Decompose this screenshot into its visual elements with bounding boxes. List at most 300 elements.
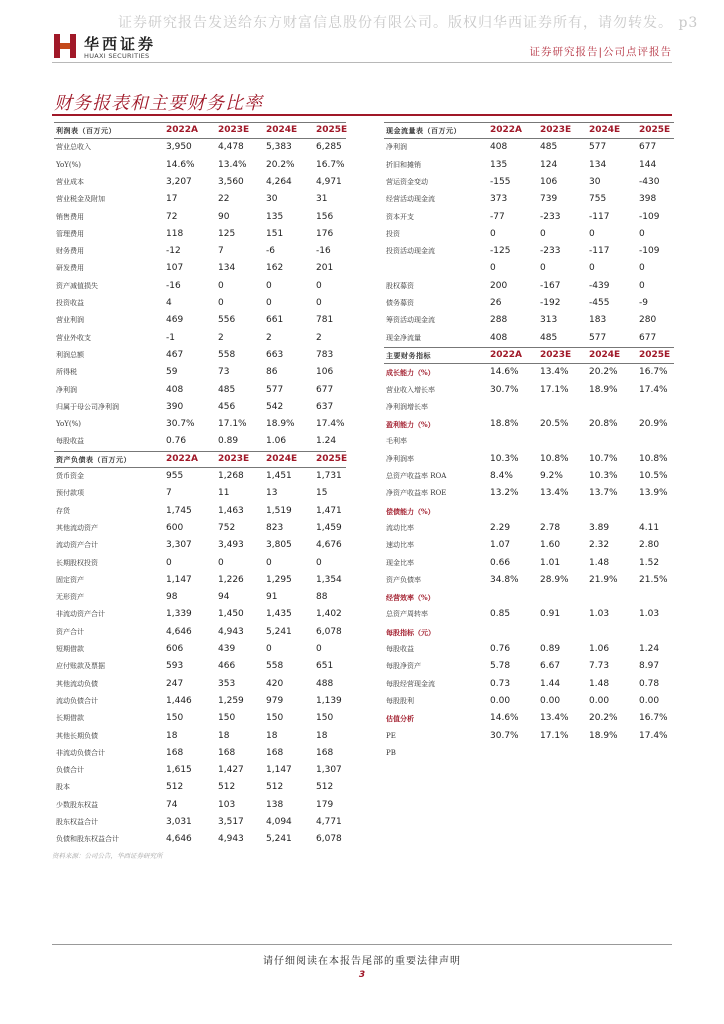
cell-value: 21.5%: [639, 574, 668, 585]
row-label: 资本开支: [386, 212, 414, 221]
cell-value: -16: [166, 280, 181, 291]
row-label: 所得税: [56, 368, 77, 377]
cell-value: 4,478: [218, 142, 244, 153]
cell-value: 663: [266, 349, 284, 360]
cell-value: 439: [218, 644, 236, 654]
table-header-row: [384, 347, 674, 364]
cell-value: 0: [218, 557, 224, 568]
row-label: 每股收益: [56, 437, 84, 446]
row-label: 货币资金: [56, 472, 84, 480]
cell-value: 17.4%: [639, 730, 668, 741]
year-header: 2023E: [218, 453, 250, 464]
cell-value: 1,339: [166, 609, 192, 620]
cell-value: 2.29: [490, 522, 511, 533]
row-label: 流动负债合计: [56, 696, 98, 705]
cell-value: 4,676: [316, 540, 342, 551]
table-row: [54, 814, 346, 831]
cell-value: 13.4%: [540, 367, 569, 378]
cell-value: 0: [639, 228, 645, 239]
table-row: [384, 641, 674, 658]
cell-value: 3,517: [218, 817, 244, 827]
table-row: [54, 174, 346, 191]
cell-value: 0: [266, 557, 272, 568]
cell-value: 2: [266, 332, 272, 343]
table-row: [384, 312, 674, 329]
cell-value: 0.76: [490, 644, 511, 654]
table-row: [54, 485, 346, 502]
table-row: [384, 226, 674, 243]
cell-value: 31: [316, 194, 328, 205]
cell-value: 979: [266, 695, 284, 706]
cell-value: 10.8%: [639, 453, 668, 464]
cell-value: 466: [218, 661, 236, 672]
cell-value: 4,771: [316, 817, 342, 827]
cell-value: 0: [490, 228, 496, 239]
cell-value: 30: [589, 176, 601, 187]
cell-value: 3,493: [218, 540, 244, 551]
row-label: 总资产收益率 ROA: [386, 472, 447, 480]
cell-value: 134: [218, 263, 236, 274]
cell-value: -192: [540, 298, 561, 308]
cell-value: 558: [218, 349, 236, 360]
cell-value: 150: [218, 713, 236, 724]
footer-disclaimer: 请仔细阅读在本报告尾部的重要法律声明: [263, 956, 461, 967]
source-note: 资料来源：公司公告，华西证券研究所: [52, 852, 163, 860]
row-label: 其他长期负债: [56, 731, 98, 740]
cell-value: 577: [266, 384, 284, 395]
cell-value: 1,295: [266, 574, 292, 585]
cell-value: 176: [316, 228, 334, 239]
table-subheader-row: [384, 624, 674, 641]
table-row: [54, 710, 346, 727]
cell-value: 1,463: [218, 505, 244, 516]
table-row: [384, 330, 674, 347]
cell-value: -9: [639, 298, 648, 308]
table-row: [384, 243, 674, 260]
row-label: 负债合计: [56, 766, 84, 775]
cell-value: 30.7%: [490, 384, 519, 395]
table-row: [54, 364, 346, 381]
row-label: 经营效率（%）: [386, 593, 435, 603]
row-label: YoY(%): [56, 160, 81, 169]
cell-value: 18.9%: [589, 384, 618, 395]
cell-value: 10.3%: [589, 471, 618, 481]
cell-value: 30: [266, 194, 278, 205]
cell-value: -155: [490, 176, 511, 187]
cell-value: 6,078: [316, 626, 342, 637]
table-row: [384, 139, 674, 156]
watermark: 证券研究报告发送给东方财富信息股份有限公司。版权归华西证券所有，请勿转发。 p3: [118, 15, 699, 31]
cell-value: 420: [266, 678, 284, 689]
year-header: 2025E: [316, 125, 348, 135]
cell-value: 4.11: [639, 522, 660, 533]
cell-value: 408: [166, 384, 184, 395]
cell-value: 512: [218, 782, 236, 793]
cell-value: 5,383: [266, 142, 292, 153]
cell-value: 8.97: [639, 661, 660, 672]
cell-value: 201: [316, 263, 334, 274]
cell-value: 1.01: [540, 557, 561, 568]
cell-value: 0: [218, 298, 224, 308]
table-row: [384, 555, 674, 572]
cell-value: 0: [218, 280, 224, 291]
row-label: 营业成本: [56, 177, 84, 186]
cell-value: 72: [166, 211, 178, 222]
cell-value: 150: [166, 713, 184, 724]
row-label: 营运资金变动: [386, 177, 428, 186]
cell-value: 4,094: [266, 817, 292, 827]
table-title: 利润表（百万元）: [56, 126, 116, 135]
year-header: 2024E: [266, 125, 298, 135]
cell-value: -77: [490, 211, 505, 222]
row-label: 净利润: [56, 385, 77, 394]
table-row: [54, 433, 346, 450]
table-row: [384, 399, 674, 416]
table-row: [54, 762, 346, 779]
cell-value: 353: [218, 678, 236, 689]
cell-value: 2: [316, 332, 322, 343]
table-row: [54, 468, 346, 485]
cell-value: 1.48: [589, 678, 610, 689]
cell-value: -439: [589, 280, 610, 291]
cell-value: 106: [316, 367, 334, 378]
cell-value: 556: [218, 315, 236, 326]
cell-value: 739: [540, 194, 558, 205]
table-row: [54, 312, 346, 329]
cell-value: 0.00: [490, 695, 511, 706]
cell-value: 0: [266, 644, 272, 654]
cell-value: 606: [166, 644, 184, 654]
table-row: [384, 191, 674, 208]
cell-value: 98: [166, 592, 178, 603]
row-label: 盈利能力（%）: [386, 420, 435, 430]
row-label: 现金比率: [386, 558, 414, 567]
row-label: 预付款项: [56, 489, 84, 498]
row-label: 折旧和摊销: [386, 160, 421, 169]
header-divider: [52, 62, 672, 63]
cell-value: 1,731: [316, 471, 342, 481]
row-label: 资产减值损失: [56, 281, 98, 290]
cell-value: 1,615: [166, 765, 192, 776]
cell-value: 752: [218, 522, 236, 533]
cell-value: 4,646: [166, 626, 192, 637]
cell-value: -109: [639, 211, 660, 222]
cell-value: 781: [316, 315, 334, 326]
table-row: [54, 139, 346, 156]
cell-value: -233: [540, 211, 561, 222]
row-label: 投资收益: [56, 299, 84, 307]
table-row: [54, 658, 346, 675]
table-subheader-row: [384, 416, 674, 433]
cell-value: 7: [218, 246, 224, 257]
huaxi-logo-icon: [54, 34, 76, 58]
row-label: 管理费用: [56, 229, 84, 238]
row-label: 长期借款: [56, 714, 84, 723]
row-label: PE: [386, 731, 396, 740]
cell-value: 124: [540, 159, 558, 170]
cell-value: 1.24: [316, 436, 337, 447]
row-label: 销售费用: [56, 212, 84, 221]
cell-value: 1,446: [166, 695, 192, 706]
cell-value: 20.8%: [589, 419, 618, 430]
cell-value: 18.9%: [589, 730, 618, 741]
cell-value: 14.6%: [166, 159, 195, 170]
table-title: 主要财务指标: [386, 350, 431, 360]
table-row: [54, 555, 346, 572]
cell-value: 488: [316, 678, 334, 689]
brand-name: 华西证券: [84, 35, 157, 53]
section-divider: [52, 114, 672, 116]
cell-value: 4: [166, 298, 172, 308]
cell-value: 16.7%: [639, 367, 668, 378]
cell-value: 118: [166, 228, 184, 239]
table-row: [54, 572, 346, 589]
cell-value: 0: [490, 263, 496, 274]
cell-value: 0: [639, 280, 645, 291]
brand-name-en: HUAXI SECURITIES: [84, 52, 150, 60]
cell-value: 1,745: [166, 505, 192, 516]
cell-value: 1,147: [266, 765, 292, 776]
cell-value: 144: [639, 159, 657, 170]
table-row: [54, 606, 346, 623]
cell-value: 637: [316, 401, 334, 412]
table-subheader-row: [384, 710, 674, 727]
cell-value: 30.7%: [166, 419, 195, 430]
table-row: [384, 209, 674, 226]
cell-value: -430: [639, 176, 660, 187]
year-header: 2022A: [166, 125, 199, 135]
cell-value: 4,264: [266, 176, 292, 187]
row-label: 股东权益合计: [56, 818, 98, 826]
cell-value: 1.03: [639, 609, 660, 620]
table-row: [384, 572, 674, 589]
row-label: 投资活动现金流: [386, 247, 435, 256]
table-row: [54, 260, 346, 277]
row-label: 研发费用: [56, 264, 84, 273]
cell-value: 0.89: [540, 644, 561, 654]
cell-value: 1,519: [266, 505, 292, 516]
cell-value: 150: [316, 713, 334, 724]
cell-value: 408: [490, 142, 508, 153]
cell-value: 162: [266, 263, 284, 274]
cell-value: 3,805: [266, 540, 292, 551]
row-label: 存货: [56, 506, 70, 515]
cell-value: 20.2%: [589, 367, 618, 378]
table-row: [384, 157, 674, 174]
cell-value: 1.07: [490, 540, 511, 551]
cell-value: 3,560: [218, 176, 244, 187]
row-label: 营业利润: [56, 316, 84, 325]
cell-value: 18.9%: [266, 419, 295, 430]
cell-value: 20.5%: [540, 419, 569, 430]
row-label: 债务募资: [386, 299, 414, 307]
table-row: [54, 330, 346, 347]
footer-divider: [52, 944, 672, 945]
year-header: 2022A: [490, 125, 523, 135]
cell-value: 14.6%: [490, 713, 519, 724]
table-row: [384, 295, 674, 312]
cell-value: 0.00: [639, 695, 660, 706]
row-label: 现金净流量: [386, 333, 421, 342]
cell-value: 10.5%: [639, 471, 668, 481]
year-header: 2025E: [639, 125, 671, 135]
cell-value: 1,471: [316, 505, 342, 516]
cell-value: 0.76: [166, 436, 187, 447]
cell-value: 1.60: [540, 540, 561, 551]
cell-value: 6.67: [540, 661, 561, 672]
cell-value: 18: [166, 730, 178, 741]
table-title: 现金流量表（百万元）: [386, 126, 461, 135]
cell-value: 4,943: [218, 834, 244, 845]
cell-value: 183: [589, 315, 607, 326]
row-label: 总资产周转率: [386, 610, 428, 619]
cell-value: 13.7%: [589, 488, 618, 499]
cell-value: 73: [218, 367, 230, 378]
table-row: [54, 416, 346, 433]
cell-value: 485: [540, 142, 558, 153]
cell-value: 1,268: [218, 471, 244, 481]
cell-value: 2: [218, 332, 224, 343]
cell-value: 13.2%: [490, 488, 519, 499]
row-label: 投资: [386, 229, 400, 238]
row-label: 每股股利: [386, 696, 414, 705]
cell-value: 10.8%: [540, 453, 569, 464]
cell-value: 135: [266, 211, 284, 222]
cell-value: 86: [266, 367, 278, 378]
row-label: 估值分析: [386, 714, 414, 724]
table-row: [384, 728, 674, 745]
table-header-row: [54, 122, 346, 139]
table-row: [54, 278, 346, 295]
cell-value: 4,943: [218, 626, 244, 637]
cell-value: 2.32: [589, 540, 610, 551]
cell-value: 0.78: [639, 678, 660, 689]
cell-value: 390: [166, 401, 184, 412]
cell-value: 91: [266, 592, 278, 603]
cell-value: 1.03: [589, 609, 610, 620]
table-row: [54, 745, 346, 762]
row-label: 毛利率: [386, 437, 407, 446]
row-label: 营业税金及附加: [56, 195, 105, 204]
cell-value: 150: [266, 713, 284, 724]
cell-value: 1.24: [639, 644, 660, 654]
cell-value: -16: [316, 246, 331, 257]
cell-value: 13.4%: [218, 159, 247, 170]
row-label: PB: [386, 748, 396, 757]
table-row: [384, 468, 674, 485]
cell-value: 577: [589, 332, 607, 343]
table-row: [384, 537, 674, 554]
year-header: 2024E: [266, 453, 298, 464]
cell-value: 13.4%: [540, 713, 569, 724]
row-label: 筹资活动现金流: [386, 316, 435, 325]
table-row: [54, 382, 346, 399]
cell-value: 1.44: [540, 678, 561, 689]
cell-value: 17.1%: [540, 730, 569, 741]
cell-value: 10.3%: [490, 453, 519, 464]
cell-value: -1: [166, 332, 175, 343]
cell-value: 0: [540, 263, 546, 274]
row-label: 其他流动负债: [56, 679, 98, 688]
cell-value: 1,450: [218, 609, 244, 620]
row-label: 利润总额: [56, 350, 84, 359]
cell-value: 823: [266, 522, 284, 533]
row-label: 每股指标（元）: [386, 627, 435, 637]
cell-value: 0: [316, 557, 322, 568]
cell-value: 313: [540, 315, 558, 326]
cell-value: 1.52: [639, 557, 660, 568]
cell-value: 4,646: [166, 834, 192, 845]
table-row: [384, 382, 674, 399]
cell-value: 0: [316, 280, 322, 291]
cell-value: 512: [166, 782, 184, 793]
row-label: 长期股权投资: [56, 558, 98, 567]
cell-value: 398: [639, 194, 657, 205]
row-label: 非流动负债合计: [56, 748, 105, 757]
cell-value: 0.89: [218, 436, 239, 447]
year-header: 2025E: [639, 349, 671, 360]
cell-value: 577: [589, 142, 607, 153]
row-label: 成长能力（%）: [386, 368, 435, 378]
table-row: [384, 658, 674, 675]
row-label: 经营活动现金流: [386, 195, 435, 204]
table-title: 资产负债表（百万元）: [56, 454, 131, 464]
row-label: 净利润增长率: [386, 402, 428, 411]
cell-value: 1,307: [316, 765, 342, 776]
row-label: 负债和股东权益合计: [56, 835, 119, 844]
cell-value: 247: [166, 678, 184, 689]
cell-value: 512: [266, 782, 284, 793]
cell-value: 542: [266, 401, 284, 412]
cell-value: -455: [589, 298, 610, 308]
table-row: [54, 399, 346, 416]
cell-value: 1.48: [589, 557, 610, 568]
cell-value: 1,354: [316, 574, 342, 585]
cell-value: 2.78: [540, 522, 561, 533]
table-row: [54, 520, 346, 537]
cell-value: 17.4%: [639, 384, 668, 395]
cell-value: 20.2%: [589, 713, 618, 724]
row-label: 资产合计: [56, 627, 84, 636]
cell-value: 0.00: [589, 695, 610, 706]
cell-value: 10.7%: [589, 453, 618, 464]
year-header: 2023E: [540, 125, 572, 135]
cell-value: 17: [166, 194, 178, 205]
cell-value: 20.9%: [639, 419, 668, 430]
table-row: [384, 520, 674, 537]
table-row: [384, 278, 674, 295]
cell-value: 783: [316, 349, 334, 360]
cell-value: 13: [266, 488, 278, 499]
row-label: 无形资产: [56, 593, 84, 602]
cell-value: 179: [316, 799, 334, 810]
cell-value: 16.7%: [639, 713, 668, 724]
cell-value: 2.80: [639, 540, 660, 551]
cell-value: 28.9%: [540, 574, 569, 585]
row-label: 营业外收支: [56, 333, 91, 342]
cell-value: 485: [540, 332, 558, 343]
cell-value: 21.9%: [589, 574, 618, 585]
table-row: [384, 433, 674, 450]
table-row: [54, 191, 346, 208]
cell-value: 280: [639, 315, 657, 326]
cell-value: 6,285: [316, 142, 342, 153]
table-row: [54, 728, 346, 745]
cell-value: 17.1%: [218, 419, 247, 430]
cell-value: 469: [166, 315, 184, 326]
cell-value: 125: [218, 228, 236, 239]
row-label: 营业总收入: [56, 143, 91, 152]
